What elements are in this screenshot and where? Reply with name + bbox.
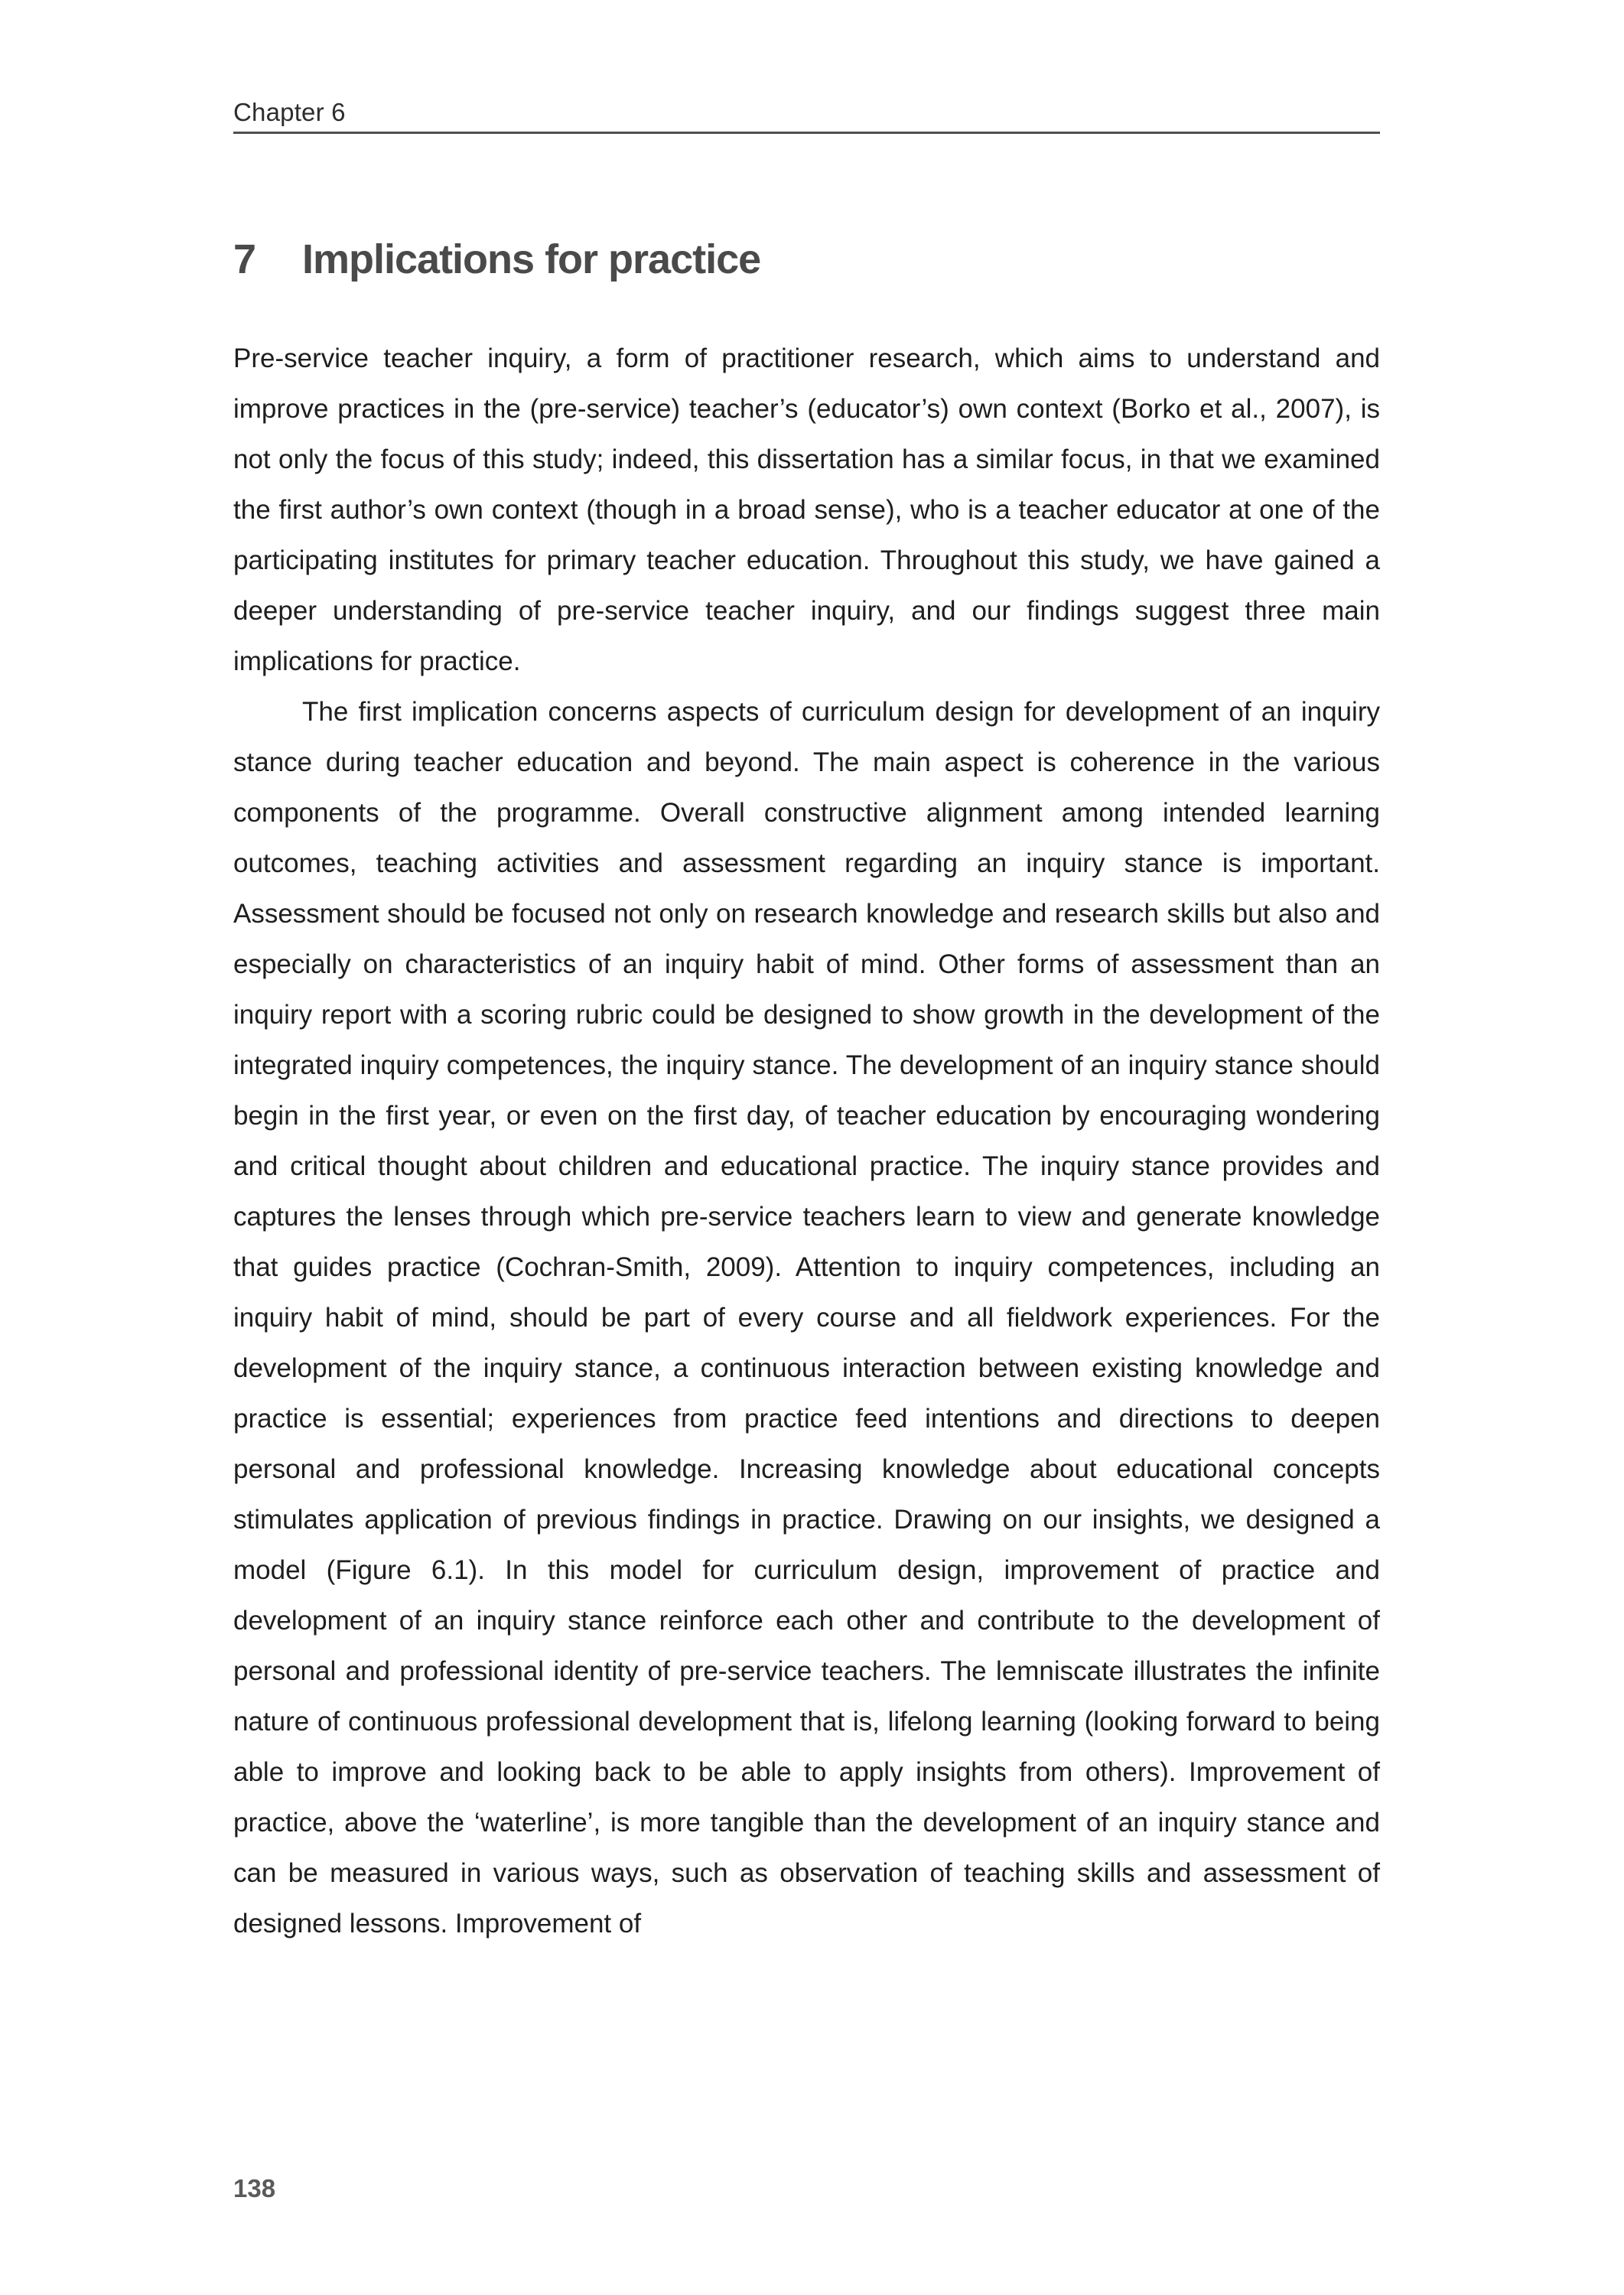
page-number: 138 — [233, 2174, 276, 2202]
section-title: Implications for practice — [302, 236, 761, 282]
running-header-chapter: Chapter 6 — [233, 98, 346, 126]
body-text — [233, 334, 1380, 1949]
section-heading — [233, 238, 760, 281]
paragraph-2: The first implication concerns aspects of curriculum design for development of an inquiry stance during teacher education and beyond. The main aspect is coherence in the various components of the programme. Overall constructive alignment among intended learning outcomes, teaching activities and assessment regarding an inquiry stance is important. Assessment should be focused not only on research knowledge and research skills but also and especially on characteristics of an inquiry habit of mind. Other forms of assessment than an inquiry report with a scoring rubric could be designed to show growth in the development of the integrated inquiry competences, the inquiry stance. The development of an inquiry stance should begin in the first year, or even on the first day, of teacher education by encouraging wondering and critical thought about children and educational practice. The inquiry stance provides and captures the lenses through which pre-service teachers learn to view and generate knowledge that guides practice (Cochran-Smith, 2009). Attention to inquiry competences, including an inquiry habit of mind, should be part of every course and all fieldwork experiences. For the development of the inquiry stance, a continuous interaction between existing knowledge and practice is essential; experiences from practice feed intentions and directions to deepen personal and professional knowledge. Increasing knowledge about educational concepts stimulates application of previous findings in practice. Drawing on our insights, we designed a model (Figure 6.1). In this model for curriculum design, improvement of practice and development of an inquiry stance reinforce each other and contribute to the development of personal and professional identity of pre-service teachers. The lemniscate illustrates the infinite nature of continuous professional development that is, lifelong learning (looking forward to being able to improve and looking back to be able to apply insights from others). Improvement of practice, above the ‘waterline’, is more tangible than the development of an inquiry stance and can be measured in various ways, such as observation of teaching skills and assessment of designed lessons. Improvement of — [233, 697, 1380, 1939]
paragraph-1: Pre-service teacher inquiry, a form of practitioner research, which aims to understand and improve practices in the (pre-service) teacher’s (educator’s) own context (Borko et al., 2007), is not only the focus of this study; indeed, this dissertation has a similar focus, in that we examined the first author’s own context (though in a broad sense), who is a teacher educator at one of the participating institutes for primary teacher education. Throughout this study, we have gained a deeper understanding of pre-service teacher inquiry, and our findings suggest three main implications for practice. — [233, 343, 1380, 676]
section-number: 7 — [233, 236, 256, 282]
header-rule — [233, 132, 1380, 134]
